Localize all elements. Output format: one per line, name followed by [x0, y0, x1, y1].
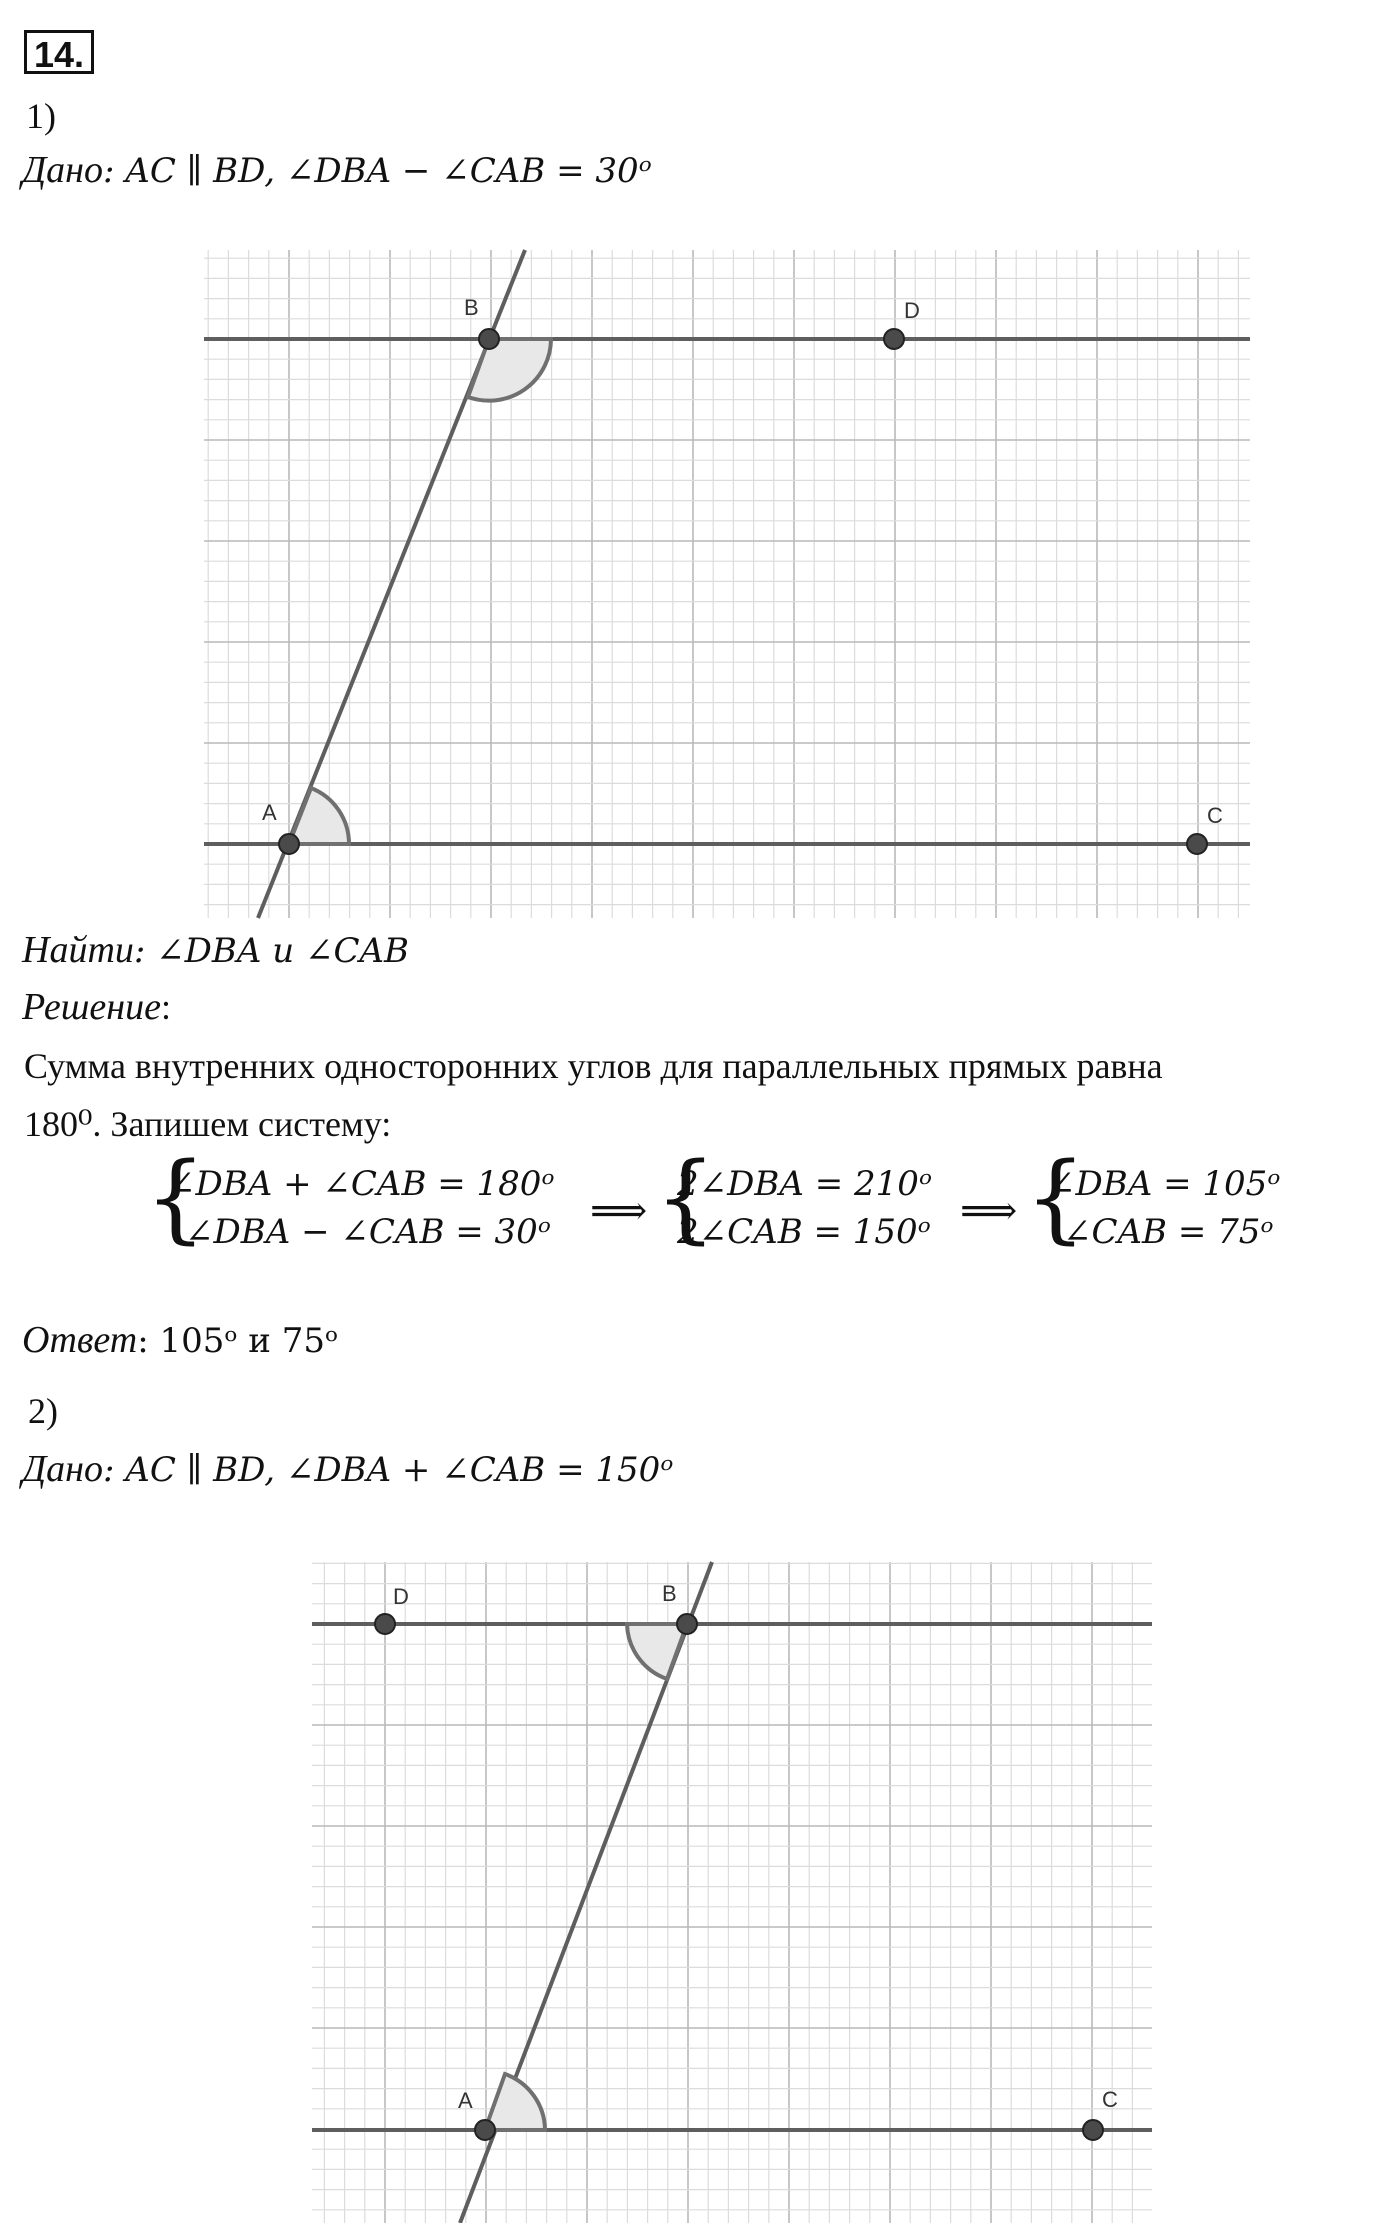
find-label: Найти	[22, 929, 134, 971]
solution-heading	[22, 985, 171, 1029]
solution-text-2: 180⁰. Запишем систему:	[24, 1104, 392, 1144]
label-d: D	[904, 298, 920, 323]
point-c	[1187, 834, 1207, 854]
implies-arrow-2: ⟹	[960, 1188, 1018, 1234]
given-label: Дано	[22, 149, 104, 191]
part1-given-line	[22, 148, 652, 192]
find-line	[22, 928, 409, 972]
brace-3: {	[1025, 1142, 1087, 1254]
system1-line2: ∠DBA − ∠CAB = 30ᵒ	[185, 1212, 551, 1252]
answer-label: Ответ	[22, 1319, 138, 1361]
label-b-2: B	[662, 1581, 677, 1606]
implies-arrow-1: ⟹	[590, 1188, 648, 1234]
part2-given-line	[22, 1447, 673, 1491]
given-statement: : AC ∥ BD, ∠DBA − ∠CAB = 30ᵒ	[103, 151, 652, 191]
equation-system	[145, 1142, 1325, 1262]
figure-2	[312, 1562, 1152, 2223]
point-c-2	[1083, 2120, 1103, 2140]
problem-number: 14.	[24, 30, 94, 74]
point-a-2	[475, 2120, 495, 2140]
grid-2	[312, 1562, 1152, 2223]
angle-dba-arc-2	[627, 1624, 687, 1679]
point-a	[279, 834, 299, 854]
label-a: A	[262, 800, 277, 825]
point-d-2	[375, 1614, 395, 1634]
grid-1	[204, 250, 1250, 918]
angle-cab-arc	[289, 788, 349, 844]
brace-1: {	[145, 1142, 207, 1254]
label-b: B	[464, 295, 479, 320]
part2-label: 2)	[28, 1391, 58, 1431]
part1-label: 1)	[26, 96, 56, 136]
figure-1	[204, 250, 1250, 918]
system2-line1: 2∠DBA = 210ᵒ	[677, 1164, 933, 1204]
answer-line	[22, 1318, 338, 1362]
angle-dba-arc	[468, 339, 551, 401]
system3-line2: ∠CAB = 75ᵒ	[1063, 1212, 1274, 1252]
system2-line2: 2∠CAB = 150ᵒ	[677, 1212, 931, 1252]
system1-line1: ∠DBA + ∠CAB = 180ᵒ	[167, 1164, 555, 1204]
find-statement: : ∠DBA и ∠CAB	[133, 931, 409, 971]
label-c-2: C	[1102, 2087, 1118, 2112]
brace-2: {	[655, 1142, 717, 1254]
given-label-2: Дано	[22, 1448, 104, 1490]
point-b-2	[677, 1614, 697, 1634]
point-b	[479, 329, 499, 349]
solution-colon: :	[160, 987, 171, 1027]
angle-cab-arc-2	[485, 2074, 545, 2130]
given-statement-2: : AC ∥ BD, ∠DBA + ∠CAB = 150ᵒ	[103, 1450, 674, 1490]
system3-line1: ∠DBA = 105ᵒ	[1047, 1164, 1281, 1204]
answer-value: : 105ᵒ и 75ᵒ	[137, 1321, 339, 1361]
point-d	[884, 329, 904, 349]
label-d-2: D	[393, 1584, 409, 1609]
solution-label: Решение	[22, 986, 161, 1028]
solution-text-1: Сумма внутренних односторонних углов для параллельных прямых равна	[24, 1046, 1163, 1086]
label-a-2: A	[458, 2088, 473, 2113]
label-c: C	[1207, 803, 1223, 828]
